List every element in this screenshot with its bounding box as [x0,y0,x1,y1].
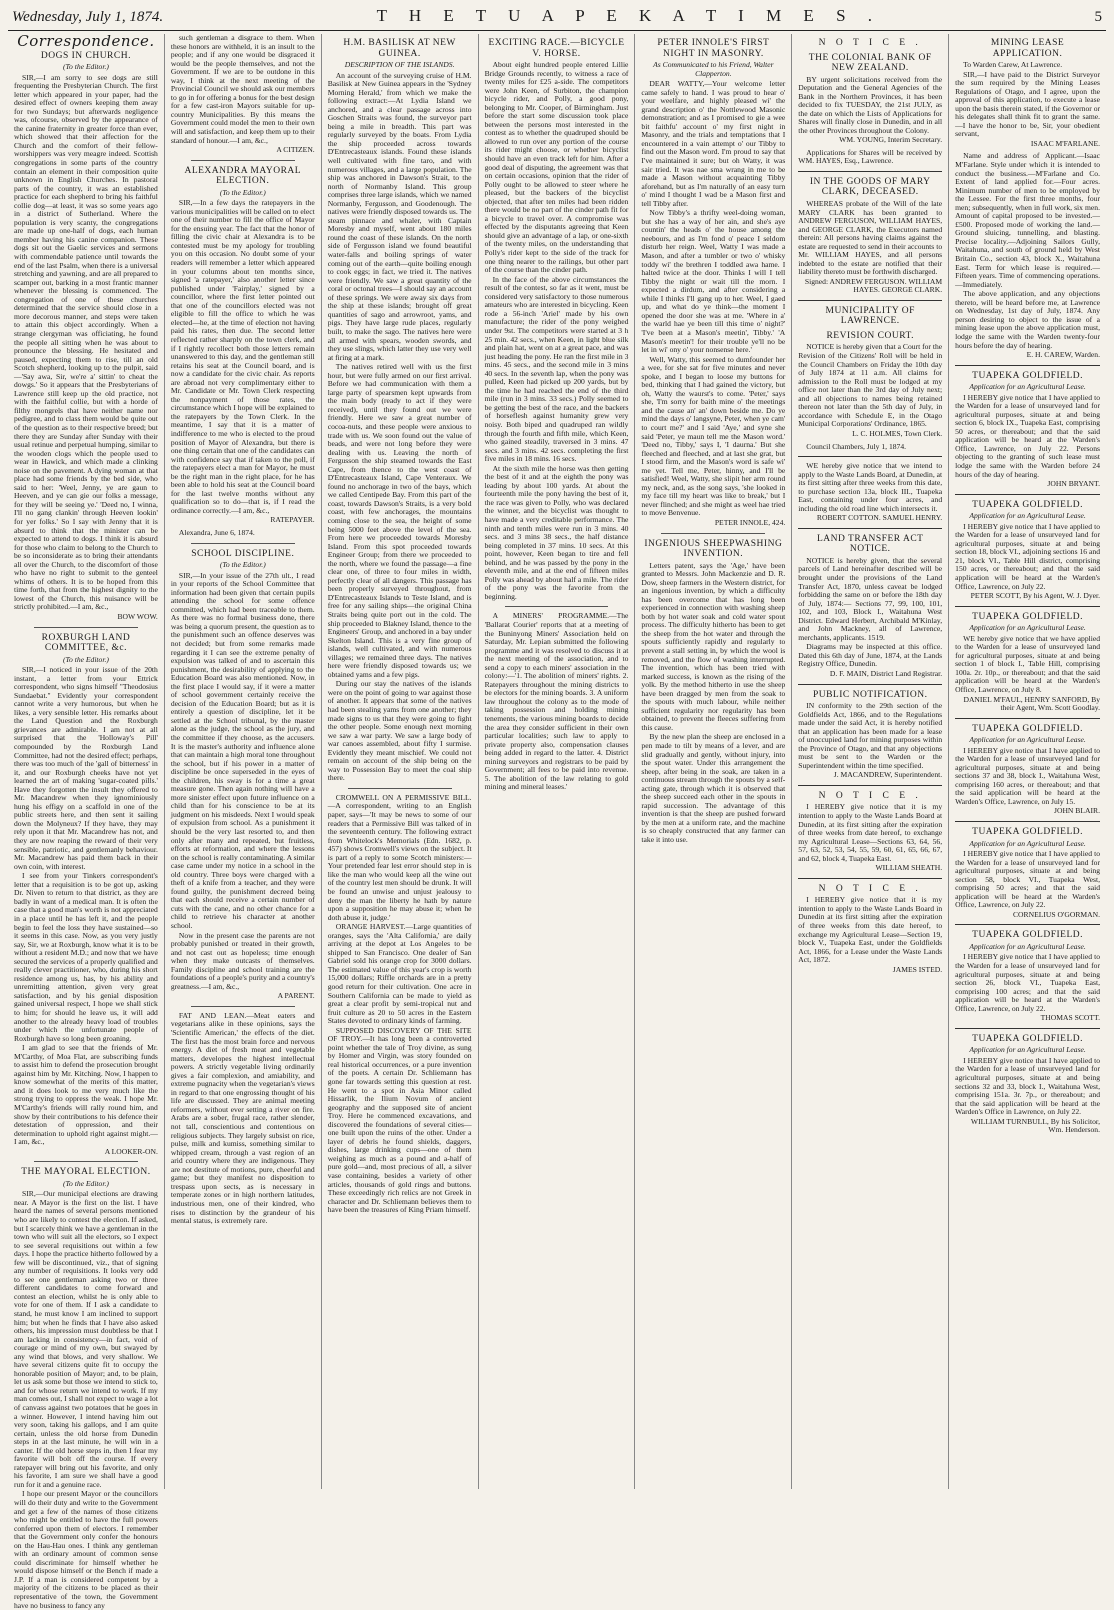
column-3 [322,34,479,1489]
divider [798,684,942,685]
article-paragraph: By the new plan the sheep are enclosed in a pen made to tilt by means of a lever, and are slid gradually and gently, without injury, into the spout water. Under this arrangement the sheep, after being in the soak, are taken in a continuous stream through the spouts by a self-acting gate, through which it is observed that the sheep succeed each other in the spouts in rapid succession. The advantage of this invention is that the sheep are pushed forward by the men at a uniform rate, and the machine is so cheaply constructed that any farmer can take it into use. [641,732,786,845]
article-subtitle: (To the Editor.) [62,1178,109,1188]
newspaper-title: T H E T U A P E K A T I M E S . [376,6,882,25]
notice-title: MUNICIPALITY OF LAWRENCE. [825,305,915,327]
divider [955,606,1100,607]
section-heading: Correspondence. [17,32,155,50]
issue-date: Wednesday, July 1, 1874. [12,9,164,25]
article-title: ALEXANDRA MAYORAL ELECTION. [184,165,302,187]
article-paragraph: In the face of the above circumstances the result of the contest, so far as it went, must be considered very satisfactory to those numerous amateurs who are interested in bicycling. Keen rode a 56-inch 'Ariel' made by his own manufacture; the rider of the pony weighed under 9st. The competitors were started at 3 h 25 min. 42 secs., when Keen, in light blue silk and plain hat, went on at a great pace, and was just heading the pony. He ran the first mile in 3 mins. 45 secs., and the second mile in 3 mins 40 secs. In the seventh lap, when the pony was pulled, Keen had picked up 200 yards, but by the time he had reached the end of the third mile (run in 3 mins. 33 secs.) Polly seemed to be getting the best of the race, and the backers of horseflesh against humanity grew very noisy. Both biped and quadruped ran wildly through the fourth and fifth mile, which Keen, who gained steadily, traversed in 3 mins. 47 secs. and 3 mins. 42 secs. completing the first five miles in 18 mins. 16 secs. [484,274,629,464]
divider [798,171,942,172]
article-signature: PETER INNOLE, 424. [714,517,786,527]
divider [798,878,942,879]
application-type: Application for an Agricultural Lease. [969,941,1086,951]
notice-signature: THOMAS SCOTT. [1040,1013,1100,1023]
goldfield-heading: TUAPEKA GOLDFIELD. [972,611,1083,622]
article-paragraph: SIR,—I am sorry to see dogs are still frequenting the Presbyterian Church. The first letter which appeared in your paper, had the desired effect of owners keeping them away for two Sundays; but afterwards negligence was, ofcourse, observed by the appearance of the canine fraternity in greater force than ever, which showed that their affection for the Church and the comfort of their fellow-worshippers was very meagre indeed. Scottish congregations in some parts of the country contain an element in their composition quite unknown in English Churches. In pastoral parts of the country, it was an established practice for each shepherd to bring his faithful collie dog—at least, it was so some years ago in a district of Sutherland. Where the population is very scanty, the congregations are made up one-half of dogs, each human member having his canine companion. These dogs sit out the Gaelic services and sermons with commendable patience until towards the end of the last Psalm, when there is a universal stretching and yawning, and are all prepared to scamper out, barking in a most frantic manner whenever the blessing is commenced. The congregation of one of these churches determined that the service should close in a more decorous manner, and steps were taken to attain this object accordingly. When a strange clergyman was officiating, he found the people all sitting when he was about to pronounce the blessing. He hesitated and paused, expecting them to rise, till an old Scotch shepherd, looking up to the pulpit, said—'Say awa, Sir, we're a' sittin' to cheat the dowgs.' So it appears that the Presbyterians of Lawrence still keep up the old practice, not with the faithful collie, but with a horde of filthy mongrels that have neither name nor pedigree, and to class them would be quite out of the question as to their respective breed; but there they are Sunday after Sunday with their usual retinue and perpetual humping, similar to the wooden clogs which the people used to wear in Hawick, and which made a clinking noise on the pavement. A dying woman at that place had some friends by the bed side, who said to her: 'Weel, Jenny, ye are gaun to Heeven, and ye can gie our folks a message, for they will be seeing ye.' 'Deed no, I winna, I'll no gang clankin' through Heeven lookin' for yer folks.' So I say with Jenny that it is absurd to think that the minister can be expected to attend to dogs. I think it is absurd for those who claim to belong to the Church to be so inconsiderate as to bring their attendants all over the Church, to the discomfort of those who have no right to submit to the genteel whims of others. It is to be hoped from this time forth, that from the highest dignity to the lowest of the Church, this nuisance will be strictly prohibited.—I am, &c., [14,72,158,612]
article-paragraph: At the sixth mile the horse was then getting the best of it and at the eighth the pony was leading by about 100 yards. At about the fourteenth mile the pony having the best of it, the race was given to Polly, who was declared the winner, and the bicyclist was thought to have made a very creditable performance. The ninth and tenth miles were run in 3 mins. 40 secs. and 3 mins 38 secs., the half distance being completed in 37 mins. 10 secs. At this point, however, Keen began to tire and fell behind, and he was passed by the pony in the eleventh mile, and at the end of fifteen miles Polly was ahead by about half a mile. The rider of the pony was the favorite from the beginning. [484,463,629,601]
notice-addressee: To Warden Carew, At Lawrence. [963,60,1063,69]
article-paragraph: SIR,—Our municipal elections are drawing near. A Mayor is the first on the list. I have heard the names of several persons mentioned who are likely to contest the election. If asked, but I scarcely think we have a gentleman in the town who will suit all the electors, so I expect to see several requisitions out within a few days. I hope the practice hitherto followed by a few will be discontinued, viz., that of signing any number of requisitions. It looks very odd to see one gentleman asking two or three different candidates to come forward and contest an election, whilst he is only able to vote for one of them. If I ask a candidate to stand, he must know I am inclined to support him; but when he finds that I have also asked others, his impression must doubtless be that I am lacking in consistency—in fact, void of courage or mind of my own, but swayed by any wind that blows, and very shallow. We have several citizens quite fit to occupy the honorable position of Mayor; and, to be plain, let us ask some but those we intend to stick to, and for whose return we intend to work. If my man comes out, I shall not expect to wage a lot of canvass against two potatoes that he goes in a winner. However, I intend having him out very soon, taking his gallops, and I am quite certain, unless the old horse from Dunedin steps in at the last minute, he will win in a canter. If the old horse steps in, then I fear my favorite will bolt off the course. If every ratepayer will bring out his favorite, and only his favorite, I am sure we shall have a good run for it and a genuine race. [14,1189,158,1489]
notice-paragraph: WE hereby give notice that we intend to apply to the Waste Lands Board, at Dunedin, at its first sitting after three weeks from this date, to purchase section 13a, block III., Tuapeka East, containing under four acres, and including the old road line which intersects it. [798,461,943,513]
notice-signature: L. C. HOLMES, Town Clerk. [852,428,943,438]
article-paragraph: About eight hundred people entered Lillie Bridge Grounds recently, to witness a race of twenty miles for £25 a-side. The competitors were John Keen, of Surbiton, the champion bicycle rider, and Polly, a good pony, belonging to Mr. Cooper, of Birmingham. Just before the start some discussion took place between the persons most interested in the contest as to whether the quadruped should be allowed to run over any portion of the course its rider might choose, or whether bicyclist should have an even track left for him. After a good deal of disputing, the agreement was that on certain occasions, opinion that the rider of Polly ought to be allowed to steer where he pleased, but the backers of the bicyclist objected, that after ten miles had been ridden there would be no part of the cinder path fit for a bicycle to travel over. A compromise was effected by the disputants agreeing that Keen should give an advantage of a lap, or one-sixth of the twenty miles, on the understanding that Polly's rider kept to the side of the track for one thing nearer to the railings, but other part of the course than the cinder path. [484,60,629,275]
article-paragraph: During our stay the natives of the islands were on the point of going to war against those of another. It appears that some of the natives had been stealing yams from one another; they made signs to us that they were going to fight the other people. Some enough next morning we saw a war party. We saw a large body of war canoes assembled, about fifty I surmise. Evidently they meant mischief. We could not remain on account of the ship being on the way to Possession Bay to meet the coal ship there. [327,679,472,783]
notice-signature: CORNELIUS O'GORMAN. [1012,909,1100,919]
article-signature: A LOOKER-ON. [104,1146,158,1156]
article-paragraph: SIR,—In a few days the ratepayers in the various municipalities will be called on to elect one of their number to fill the office of Mayor for the ensuing year. The fact that the honor of filling the civic chair at Alexandra is to be contested must be my apology for troubling you on this occasion. No doubt some of your readers will remember a letter which appeared in your columns about ten months since, signed 'a ratepayer,' also another letter since published under 'Fairplay,' signed by a councillor, where the first letter pointed out that one of the councillors elected was not eligible to fill the office to which he was elected—he, at the time of election not having paid his rates, then due. The second letter reflected rather sharply on the town clerk, and if I rightly recollect both those letters remain unanswered to this day, and the gentleman still retains his seat at the Council board, and is now a candidate for the civic chair. As reports are abroad not very complimentary either to Mr. Candidate or Mr. Town Clerk respecting the nonpayment of those rates, the circumstance which I hope will be explained to the ratepayers by the Town Clerk. In the meantime, I say that it is a matter of indifference to me who is elected to the proud position of Mayor of Alexandra, but there is one thing certain that one of the candidates can with confidence say that if taken to the poll, if the ratepayers elect a man for Mayor, he must be the right man in the right place, for he has been able to hold his seat at the Council board for the last twelve months without any qualification so to do—that is, if I read the ordinance correctly.—I am, &c., [170,198,315,515]
article-title: EXCITING RACE.—BICYCLE V. HORSE. [488,38,625,59]
article-paragraph: SIR,—In your issue of the 27th ult., I read in your reports of the School Committee that information had been given that certain pupils attending the school for some offence committed, which had been traceable to them. As there was no formal business done, there was being a quorum present, the question as to the punishment such an offence deserves was not decided; but from some remarks made regarding it I can see the extreme penalty of expulsion was talked of and to ascertain this punishment, the desirability of applying to the Education Board was also mentioned. Now, in the first place I would say, if it were a matter of school government certainly receive the decision of the Education Board; but as it is entirely a question of discipline, let it be settled at the School tribunal, by the master alone as the judge, the school as the jury, and the committee if they choose, as the accusers. It is the master's authority and influence alone that can maintain a high moral tone throughout the school, but if his power in a matter of discipline be once superseded in the eyes of the children, his sway is for a time a great measure gone. Then again nothing will have a more sinister effect upon future influence on a child than for his conscience to be at its judgment on his misdeeds. Next I would speak of expulsion from school. As a punishment it should be the very last resorted to, and then only after many and repeated, but fruitless, efforts at reformation, and where the lessons on the school is really contaminating. A similar case came under my notice in a school in the old country. Three boys were charged with a theft of a knife from a teacher, and they were found guilty, the punishment decreed being that each should receive a certain number of cuts with the cane, and no other chance for a child to retrieve his character at another school. [170,570,315,930]
article-paragraph: FAT AND LEAN.—Meat eaters and vegetarians alike in these opinions, says the 'Scientific American,' the effects of the diet. The first has the most brain force and nervous energy. A diet of fresh meat and vegetable matters, developes the highest intellectual powers. A strictly vegetable living ordinarily gives a fair complexion, and amiability, and extreme pugnacity when the vegetarian's views in regard to that one engrossing thought of his life are discussed. They are animal meeting reformers, without ever setting a river on fire. Arabs are a sober, frugal race, rather slender, not tall, conscientious and contentious on religious subjects. They largely subsist on rice, pulse, milk and kumiss, something similar to whipped cream, through a vast region of an arid country where they are indigenous. They are not destitute of motions, pure, cheerful and game; but they manifest no disposition to trespass upon sects, as is necessary in temperate zones or in high northern latitudes, industrious men, one of their kindred, who rises to distinction by the grandeur of his mental status, is extremely rare. [170,1010,315,1226]
notice-paragraph: The above application, and any objections thereto, will be heard before me, at Lawrence on Wednesday, 1st day of July, 1874. Any person desiring to object to the issue of a mining lease upon the above application must, lodge the same with the Warden twenty-four hours before the day of hearing. [955,289,1100,350]
notice-signature: J. MACANDREW, Superintendent. [833,770,943,780]
article-subtitle: (To the Editor.) [62,654,109,664]
notice-signature: JOHN BRYANT. [1047,479,1100,489]
notice-signature: DANIEL M'FAUL, HENRY SANFORD, By their Agent, Wm. Scott Goodlay. [963,694,1100,713]
article-subtitle: As Communicated to his Friend, Walter Clapperton. [653,60,774,78]
notice-signature: E. H. CAREW, Warden. [1026,350,1100,360]
column-1 [8,32,165,1610]
divider [798,785,942,786]
notice-title: N O T I C E . [818,790,922,801]
article-signature: A PARENT. [277,991,315,1001]
notice-signature: Signed: ANDREW FERGUSON. WILLIAM HAYES. GEORGE CLARK. [804,276,943,295]
notice-paragraph: Applications for Shares will be received by WM. HAYES, Esq., Lawrence. [798,147,943,166]
notice-paragraph: Name and address of Applicant.—Isaac M'Farlane. Style under which it is intended to conduct the business.—M'Farlane and Co. Extent of land applied for.—Four acres. Minimum number of men to be employed by the Lessee. For the first three months, four men; subsequently, when in full work, six men. Amount of capital proposed to be invested.—£500. Proposed mode of working the land.—Ground sluicing, tunnelling, and blasting. Precise locality.—Adjoining Sailors Gully, Waitahuna, and south of ground held by West Britain Co., section 43, block X., Waitahuna East. Term for which lease is required.—Fifteen years. Time of commencing operations.—Immediately. [955,151,1100,289]
article-title: THE MAYORAL ELECTION. [21,1167,151,1178]
article-paragraph: The natives retired well with us the first hour, but were fully armed on our first arrival. Before we had communication with them a large party of spearsmen kept upwards from the main body (ready to act if they were received), until they found out we were friendly. Here we saw a great number of cocoa-nuts, and these people were anxious to trade with us. We soon found out the value of beads, and were not long before they were dealing with us. Leaving the north of Fergusson the ship steamed towards the East Cape, from thence to the west coast of D'Entrecasteaux Island, Cape Venteraux. We found no anchorage in two of the bays, which we called Centipede Bay. From this part of the coast, towards Dawson's Straits, is a very bold coast, with few anchorages, the mountains coming close to the sea, the height of some being 5000 feet above the level of the sea. From here we proceeded towards Moresby Island. From this spot proceeded towards Engineer Group; from there we proceeded to the north, where we found the passage—a fine clear one, of three to four miles in width, perfectly clear of all dangers. This passage has been properly surveyed throughout, from D'Entrecasteaux Islands to Teste Island, and is free for any sailing ships—the original China Straits being quite port out in the cold. The ship proceeded to Blakney Island, thence to the Engineers' Group, and anchored in a bay under Skelton Island. This is a very fine group of islands, well cultivated, and with numerous villages; we remained three days. The natives here were friendly disposed towards us; we obtained yams and a few pigs. [327,362,472,679]
notice-paragraph: I HEREBY give notice that I have applied to the Warden for a lease of unsurveyed land for agricultural purposes, situate at and being section 6, block IX., Tuapeka East, comprising 50 acres, or thereabout; and that the said application will be heard at the Warden's Office, Lawrence, on July 22. Persons objecting to the granting of such lease must lodge the same with the Warden before 24 hours of the day of hearing. [955,392,1100,479]
article-dateline: Alexandra, June 6, 1874. [178,527,255,537]
goldfield-heading: TUAPEKA GOLDFIELD. [972,827,1083,838]
notice-paragraph: WHEREAS probate of the Will of the late MARY CLARK has been granted to ANDREW FERGUSON, WILLIAM HAYES, and GEORGE CLARK, the Executors named therein: All persons having claims against the estate are requested to send in their accounts to Mr. WILLIAM HAYES, and all persons indebted to the estate are notified that their liability thereto must be forthwith discharged. [798,198,943,277]
application-type: Application for an Agricultural Lease. [969,735,1086,745]
notice-title: IN THE GOODS OF MARY CLARK, DECEASED. [809,176,931,198]
notice-paragraph: Diagrams may be inspected at this office. Dated this 6th day of June, 1874, at the Lands Registry Office, Dunedin. [798,642,943,669]
article-paragraph: Well, Watty, this seemed to dumfounder her a wee, for she sat for five minutes and never spoke, and I began to loose my buttons for bed, thinking that I had gained the victory, but oh, Watty the waurst's to come. 'Peter,' says she, 'I'm sorry for baith mine o' the meetings and the cause an' an' down beside me. Do ye mind the days o' langsyne, Peter, when ye cam' to court me?' and I said 'Aye,' and syne she said 'Peter, ye maun tell me the Mason word.' 'Deed no, Tibby,' says I, 'I daurna.' But she fleeched and fleeched, and at last she grat, but I stood firm, and the Mason's word is safe wi' me yet. Tell me, Peter, hinny, and I'll be satisfied! Weel, Watty, she slipit her arm round my neck, and, as the song says, 'she looked in my face till my heart was like to break,' but I never flinched; and she might as weel hae tried to move Benvenue. [641,354,786,518]
article-signature: A CITIZEN. [276,145,315,155]
notice-dateline: Council Chambers, July 1, 1874. [806,441,907,451]
notice-signature: ISAAC M'FARLANE. [1030,138,1100,148]
notice-signature: WILLIAM SHEATH. [875,863,943,873]
article-paragraph: I see from your Tinkers correspondent's letter that a requisition is to be got up, asking Dr. Niven to return to that district, as they are badly in want of a medical man. It is often the case that a good man's worth is not appreciated in a place until he has left it, and the people begin to feel the loss they have sustained—so it seems in this case. Now, as you very justly say, Sir, we at Roxburgh, know what it is to be without a resident M.D.; and now that we have secured the services of a properly qualified and really clever practitioner, who, during his short residence among us, has, by his ability and unremitting attention, given very great satisfaction, and by his genial disposition gained universal respect, I hope we shall stick to him; for should he leave us, it will add another to the already heavy load of troubles under which the unfortunate people of Roxburgh have so long been groaning. [14,871,158,1043]
article-subtitle: DESCRIPTION OF THE ISLANDS. [344,60,455,69]
article-paragraph: SUPPOSED DISCOVERY OF THE SITE OF TROY.—It has long been a controverted point whether the tale of Troy divine, as sung by Homer and Virgin, was story founded on real historical occurrences, or a pure invention of the poets. A certain Dr. Schliemann has gone far towards setting this question at rest. He went to a spot in Asia Minor called Hissarlik, the Ilium Novum of ancient geography and the supposed site of ancient Troy. Here he commenced excavations, and discovered the foundations of several cities—one built upon the ruins of the other. Under a layer of debris he found shields, daggers, dishes, large drinking cups—one of them weighing as much as a pound and a-half of pure gold—and, most precious of all, a silver vase containing, besides a variety of other articles, thousands of gold rings and buttons. These exceedingly rich relics are not Greek in character and Dr. Schliemann believes them to have been the treasures of King Priam himself. [327,1025,472,1215]
divider [955,365,1100,366]
divider [191,160,295,161]
page-number: 5 [1094,9,1102,25]
notice-paragraph: IN conformity to the 29th section of the Goldfields Act, 1866, and to the Regulations made under the said Act, it is hereby notified that an application has been made for a lease of unoccupied land for mining purposes within the Province of Otago, and that any objections must be sent to the Warden or the Superintendent within the time specified. [798,701,943,770]
notice-paragraph: I HEREBY give notice that I have applied to the Warden for a lease of unsurveyed land for agricultural purposes, situate at and being section 18, block VI., adjoining sections 16 and 21, block VI., Table Hill district, comprising 150 acres, or thereabout; and that the said application will be heard at the Warden's Office, Lawrence, on July 22. [955,521,1100,591]
notice-paragraph: WE hereby give notice that we have applied to the Warden for a lease of unsurveyed land for agricultural purposes, situate at and being section 1 of block I., Table Hill, comprising 100a. 2r. 10p., or thereabout; and that the said application will be heard at the Warden's Office, Lawrence, on July 8. [955,633,1100,694]
goldfield-heading: TUAPEKA GOLDFIELD. [972,723,1083,734]
goldfield-heading: TUAPEKA GOLDFIELD. [972,370,1083,381]
divider [348,788,452,789]
goldfield-heading: TUAPEKA GOLDFIELD. [972,930,1083,941]
notice-signature: D. F. MAIN, District Land Registrar. [829,668,943,678]
divider [34,627,138,628]
article-subtitle: (To the Editor.) [219,560,266,570]
column-6-notices [792,34,949,1489]
article-paragraph: Now Tibby's a thrifty weel-doing woman, but she has a way of her ain, and she's aye countin' the heads o' the house among the neebours, and as I'm fond o' peace I seldom disturb her reign. Weel, Watty I was made a Mason, and after a tumbler or two o' whisky toddy wi' the brethren I toddled awa hame. I halted twice at the door. Thinks I will I tell Tibby the night or wait till the morn. I expected a dirdum, and after considering a while I thinks I'll gang up to her. Weel, I gaed up, and what do ye think—the moment I opened the door she was at me. 'Where in a' the warld hae ye been till this time o' night?' 'I've been at a Mason's meetin', Tibby.' 'A Mason's meetin'! for their trouble ye'll no be let in wi' ony o' your nonsense here.' [641,208,786,355]
notice-paragraph: I HEREBY give notice that it is my intention to apply to the Waste Lands Board in Dunedin at its first sitting after the expiration of three weeks from this date hereof, to exchange my Agricultural Lease—Section 19, block V., Tuapeka East, under the Goldfields Act, 1866, for a Lease under the Waste Lands Act, 1872. [798,895,943,965]
article-paragraph: CROMWELL ON A PERMISSIVE BILL.—A correspondent, writing to an English paper, says—'It may be news to some of our readers that a Permissive Bill was talked of in the seventeenth century. The following extract from Whitelock's Memorials (Edn. 1682, p. 457) shows Cromwell's views on the subject. It is part of a reply to some Scotch ministers:—Your pretended fear lest error should step in is like the man who would keep all the wine out of the country lest men should be drunk. It will be found an unwise and unjust jealousy to deny the man the liberty he hath by nature upon a supposition he may abuse it; when he doth abuse it, judge.' [327,792,472,922]
application-type: Application for an Agricultural Lease. [969,838,1086,848]
divider [955,924,1100,925]
column-5 [635,34,792,1489]
divider [798,528,942,529]
article-signature: BOW WOW. [117,612,158,621]
article-title: DOGS IN CHURCH. [40,50,131,61]
divider [955,494,1100,495]
article-paragraph: I am glad to see that the friends of Mr. M'Carthy, of Moa Flat, are subscribing funds to assist him to defend the prosecution brought against him by Mr. Kitching. Now, I happen to know somewhat of the merits of this matter, and it does look to me very much like the strong trying to oppress the weak. I hope Mr. M'Carthy's friends will rally round him, and show by their contributions to his defence their detestation of oppression, and their determination to uphold right against might.—I am, &c., [14,1043,158,1147]
notice-signature: PETER SCOTT, By his Agent, W. J. Dyer. [970,591,1100,601]
notice-title: PUBLIC NOTIFICATION. [812,689,928,700]
article-paragraph: A MINERS' PROGRAMME.—The 'Ballarat Courier' reports that at a meeting of the Buninyong Miners' Association held on Saturday, Mr. Lepian submitted the following programme and it was resolved to discuss it at the next meeting of the association, and to send a copy to each miners' association in the colony:—'1. The abolition of miners' rights. 2. Ratepayers throughout the mining districts to be electors for the mining boards. 3. A uniform law throughout the colony as to the mode of taking possession and holding mining tenements, the various mining boards to decide the area they consider sufficient in their own particular localities; such law to apply to private property also, compensation clauses being added in regard to the latter. 4. District mining surveyors and registrars to be paid by Government; all fees to be paid into revenue. 5. The abolition of the law relating to gold mining and mineral leases.' [484,611,629,792]
divider [191,1006,295,1007]
article-paragraph: such gentleman a disgrace to them. When these honors are withheld, it is an insult to the people; and if any one would be disgraced it would be the people themselves, and not the Government. If we are to be outdone in this way, I think at the next meeting of the Provincial Council we should ask our members to go in for offering a bonus for the best design for a few cast-iron Mayors suitable for up-country Municipalities. By this means the Government could model the men to their own will and satisfaction, and keep them up to their standard of honour.—I am, &c., [170,33,315,145]
divider [955,1028,1100,1029]
divider [505,606,609,607]
divider [798,300,942,301]
notice-signature: JOHN BLAIR. [1054,806,1100,816]
column-2 [165,34,322,1489]
article-title: SCHOOL DISCIPLINE. [191,548,295,559]
notice-paragraph: I HEREBY give notice that I have applied to the Warden for a lease of unsurveyed land for agricultural purposes, situate at and being section 26, block VI., Tuapeka East, comprising 100 acres; and that the said application will be heard at the Warden's Office, Lawrence, on July 22. [955,952,1100,1013]
application-type: Application for an Agricultural Lease. [969,382,1086,392]
notice-title: LAND TRANSFER ACT NOTICE. [816,533,924,555]
notice-paragraph: I HEREBY give notice that I have applied to the Warden for a lease of unsurveyed land for agricultural purposes, situate at and being section 58, block VI., Tuapeka West, comprising 50 acres; and that the said application will be heard at the Warden's Office, Lawrence, on July 22. [955,849,1100,910]
article-title: INGENIOUS SHEEPWASHING INVENTION. [644,538,783,560]
notice-title: N O T I C E . [818,883,922,894]
divider [661,533,765,534]
divider [798,456,942,457]
goldfield-heading: TUAPEKA GOLDFIELD. [972,499,1083,510]
article-paragraph: An account of the surveying cruise of H.M. Basilisk at New Guinea appears in the 'Sydney Morning Herald,' from which we make the following extract:—At Lydia Island we anchored, and a clear passage across into Goschen Straits was found, the surveyor part being a mile in breadth. This part was regularly surveyed by the boats. From Lydia the ship proceeded across towards D'Entrecasteaux islands. Found these islands well cultivated with fine taro, and with numerous villages, and a large population. The ship was anchored in Dawson's Strait, to the north of Normanby Island. This group comprises three large islands, which we named Normanby, Fergusson, and Goodenough. The natives were friendly disposed towards us. The steam pinnace and whaler, with Captain Moresby and myself, went about 180 miles round the coast of these islands. On the north side of Fergusson island we found beautiful water-falls and boiling springs of water coming out of the earth—quite boiling enough to cook eggs; in fact, we tried it. The natives were friendly. We saw a great quantity of the coral or octonal trees—I should say an account of these springs. We were away six days from the ship at these islands; brought off great quantities of sago and arrowroot, yams, and pigs. They have large rude places, regularly built, to make the sago. The natives here were all armed with spears, wooden swords, and they use slings, which latter they use very well at firing at a mark. [327,70,472,362]
notice-paragraph: BY urgent solicitations received from the Deputation and the General Agencies of the Bank in the Northern Provinces, it has been decided to fix TUESDAY, the 21st JULY, as the date on which the Lists of Applications for Shares will finally close in Dunedin, and in all the other Provinces throughout the Colony. [798,74,943,135]
notice-title: N O T I C E . [818,38,922,48]
article-subtitle: (To the Editor.) [62,62,109,71]
article-paragraph: SIR,—I noticed in your issue of the 20th instant, a letter from your Ettrick correspondent, who signs himself "Theodosius Sundaebat." Evidently your correspondent cannot write a very humorous, but when he likes, a very sensible letter. His remarks about the Land Question and the Roxburgh grievances are admirable. I am not at all surprised that the 'Holloway's Pill' compounded by the Roxburgh Land Committee, had not the desired effect; perhaps, there was too much of the 'gall of bitterness' in it, and our Roxburgh cheeks have not yet learned the art of making 'sugar-coated pills.' Have they forgotten the insult they offered to Mr. Macandrew when they ignominiously hung his effigy on a scaffold in one of the public streets here, and then sent it sailing down the Molyneux? If they have, they may rely upon it that Mr. Macandrew has not, and they are now reaping the reward of their very sensible, patriotic, and gentlemanly behaviour. Mr. Macandrew has paid them back in their own coin, with interest. [14,665,158,871]
masthead [8,6,1106,31]
divider [191,543,295,544]
notice-paragraph: SIR,—I have paid to the District Surveyor the sum required by the Mining Leases Regulations of Otago, and I agree, upon the approval of this application, to execute a lease upon the basis therein stated, if the Governor or his delegates shall think fit to grant the same.—I have the honor to be, Sir, your obedient servant, [955,69,1101,139]
notice-paragraph: I HEREBY give notice that I have applied to the Warden for a lease of unsurveyed land for agricultural purposes, situate at and being sections 37 and 38, block I., Waitahuna West, comprising 160 acres, or thereabout; and that the said application will be heard at the Warden's Office, Lawrence, on July 15. [955,745,1100,806]
notice-signature: WILLIAM TURNBULL, By his Solicitor, Wm. Henderson. [970,1116,1100,1135]
notice-subtitle: THE COLONIAL BANK OF NEW ZEALAND. [808,52,932,73]
notice-signature: WM. YOUNG, Interim Secretary. [839,135,943,145]
divider [34,1161,138,1162]
columns [8,32,1106,1610]
article-paragraph: I hope our present Mayor or the councillors will do their duty and write to the Government and get a few of the names of those citizens who might be entitled to have the full powers conferred upon them of electors. I remember that the Government only confer the honours on the Hau-Hau ones. I think any gentleman with an ordinary amount of common sense could discriminate for himself whether he would dispose himself or the Bench if made a J.P. If a man is considered competent by a majority of the citizens to be placed as their representative of the town, the Government have no business to fancy any [14,1489,158,1610]
article-subtitle: (To the Editor.) [219,187,266,197]
article-title: H.M. BASILISK AT NEW GUINEA. [343,38,456,59]
application-type: Application for an Agricultural Lease. [969,1045,1086,1055]
notice-title: MINING LEASE APPLICATION. [990,38,1065,59]
article-paragraph: Letters patent, says the 'Age,' have been granted to Messrs. John Mackenzie and D. R. Dow, sheep farmers in the Western district, for an ingenious invention, by which a difficulty has been overcome that has long been experienced in connection with washing sheep both by hot water soak and cold water spout process. The difficulty hitherto has been to get the sheep from the hot water and through the spouts sufficiently rapidly and regularly to prevent a stall setting in, by which the wool is removed, and the flow of washing interrupted. The invention, which has been tried with marked success, is known as the rising of the yolk. By the method hitherto in use the sheep have been dragged by men from the soak to the spouts with much labour, while neither sufficient regularity nor regularity has been obtained, to prevent the fleeces suffering from this cause. [641,560,786,732]
notice-paragraph: NOTICE is hereby given, that the several parcels of Land hereinafter described will be brought under the provisions of the Land Transfer Act, 1870, unless caveat be lodged forbidding the same on or before the 18th day of July, 1874:— Sections 77, 99, 100, 101, 102, and 103, Block I., Waitahuna West District. Edward Herbert, Archibald M'Kinlay, and John Mackney, all of Lawrence, merchants, applicants. 1519. [798,555,943,642]
column-4 [479,34,636,1489]
application-type: Application for an Agricultural Lease. [969,623,1086,633]
article-title: ROXBURGH LAND COMMITTEE, &c. [41,632,131,654]
notice-paragraph: I HEREBY give notice that it is my intention to apply to the Waste Lands Board at Dunedin, at its first sitting after the expiration of three weeks from date hereof, to exchange my Agricultural Lease—Sections 63, 64, 56, 57, 63, 52, 53, 54, 55, 59, 60, 61, 65, 66, 67, and 62, block 4, Tuapeka East. [798,802,943,863]
notice-paragraph: NOTICE is hereby given that a Court for the Revision of the Citizens' Roll will be held in the Council Chambers on Friday the 10th day of July 1874 at 11 a.m. All claims for admission to the Roll must be lodged at my office not later than the 3rd day of July next; and all objections to names being retained thereon not later than the 5th day of July, in accordance with Schedule E, in the Otago Municipal Corporations' Ordinance, 1865. [798,342,943,429]
notice-paragraph: I HEREBY give notice that I have applied to the Warden for a lease of unsurveyed land for agricultural purposes, situate at and being sections 32 and 33, block I., Waitahuna West, comprising 151a. 3r. 7p., or thereabout; and that the said application will be heard at the Warden's Office in Lawrence, on July 22. [955,1055,1100,1117]
divider [955,718,1100,719]
notice-signature: ROBERT COTTON. SAMUEL HENRY. [816,513,943,523]
article-title: PETER INNOLE'S FIRST NIGHT IN MASONRY. [657,38,770,59]
divider [955,821,1100,822]
article-paragraph: DEAR WATTY,—Your welcome letter came safely to hand. I was proud to hear o' your weelfare, and highly pleased wi' the grand description o' the Nottlewood Masonic demonstration; and as I promised to gie a wee bit faithfu' account o' my first night in Masonry, and the trials and temptations that I encountered in a vain attempt o' our Tibby to find out the Mason word. I'm proud to say that I've maintained it sure; but oh Watty, it was sair tried. It was nae sma wrang in me to be made a Mason without acquainting Tibby aforehand, but as I'm naturally of an easy turn o' mind I thought I wad be a Mason first and tell Tibby after. [641,79,786,208]
goldfield-heading: TUAPEKA GOLDFIELD. [972,1033,1083,1044]
notice-signature: JAMES ISTED. [892,964,943,974]
article-signature: RATEPAYER. [270,515,315,525]
application-type: Application for an Agricultural Lease. [969,511,1086,521]
article-paragraph: ORANGE HARVEST.—Large quantities of oranges, says the 'Alta California,' are daily arriving at the depot at Los Angeles to be shipped to San Francisco. One dealer of San Gabriel sold his orange crop for 3000 dollars. The estimated value of this year's crop is worth 15,000 dollars; Riffle orchards are in a pretty good return for their cultivation. One acre in Southern California can be made to yield as great a clear profit by semi-tropical nut and fruit culture as 20 to 50 acres in the Eastern States devoted to ordinary kinds of farming. [327,922,472,1026]
notice-subtitle: REVISION COURT. [826,330,914,341]
article-paragraph: Now in the present case the parents are not probably punished or treated in their growth, and not cast out as hopeless; time enough when they make outcasts of themselves. Family discipline and school training are the foundations of a people's purity and a country's greatness.—I am, &c., [170,930,315,991]
column-7-mining-leases [949,34,1106,1489]
